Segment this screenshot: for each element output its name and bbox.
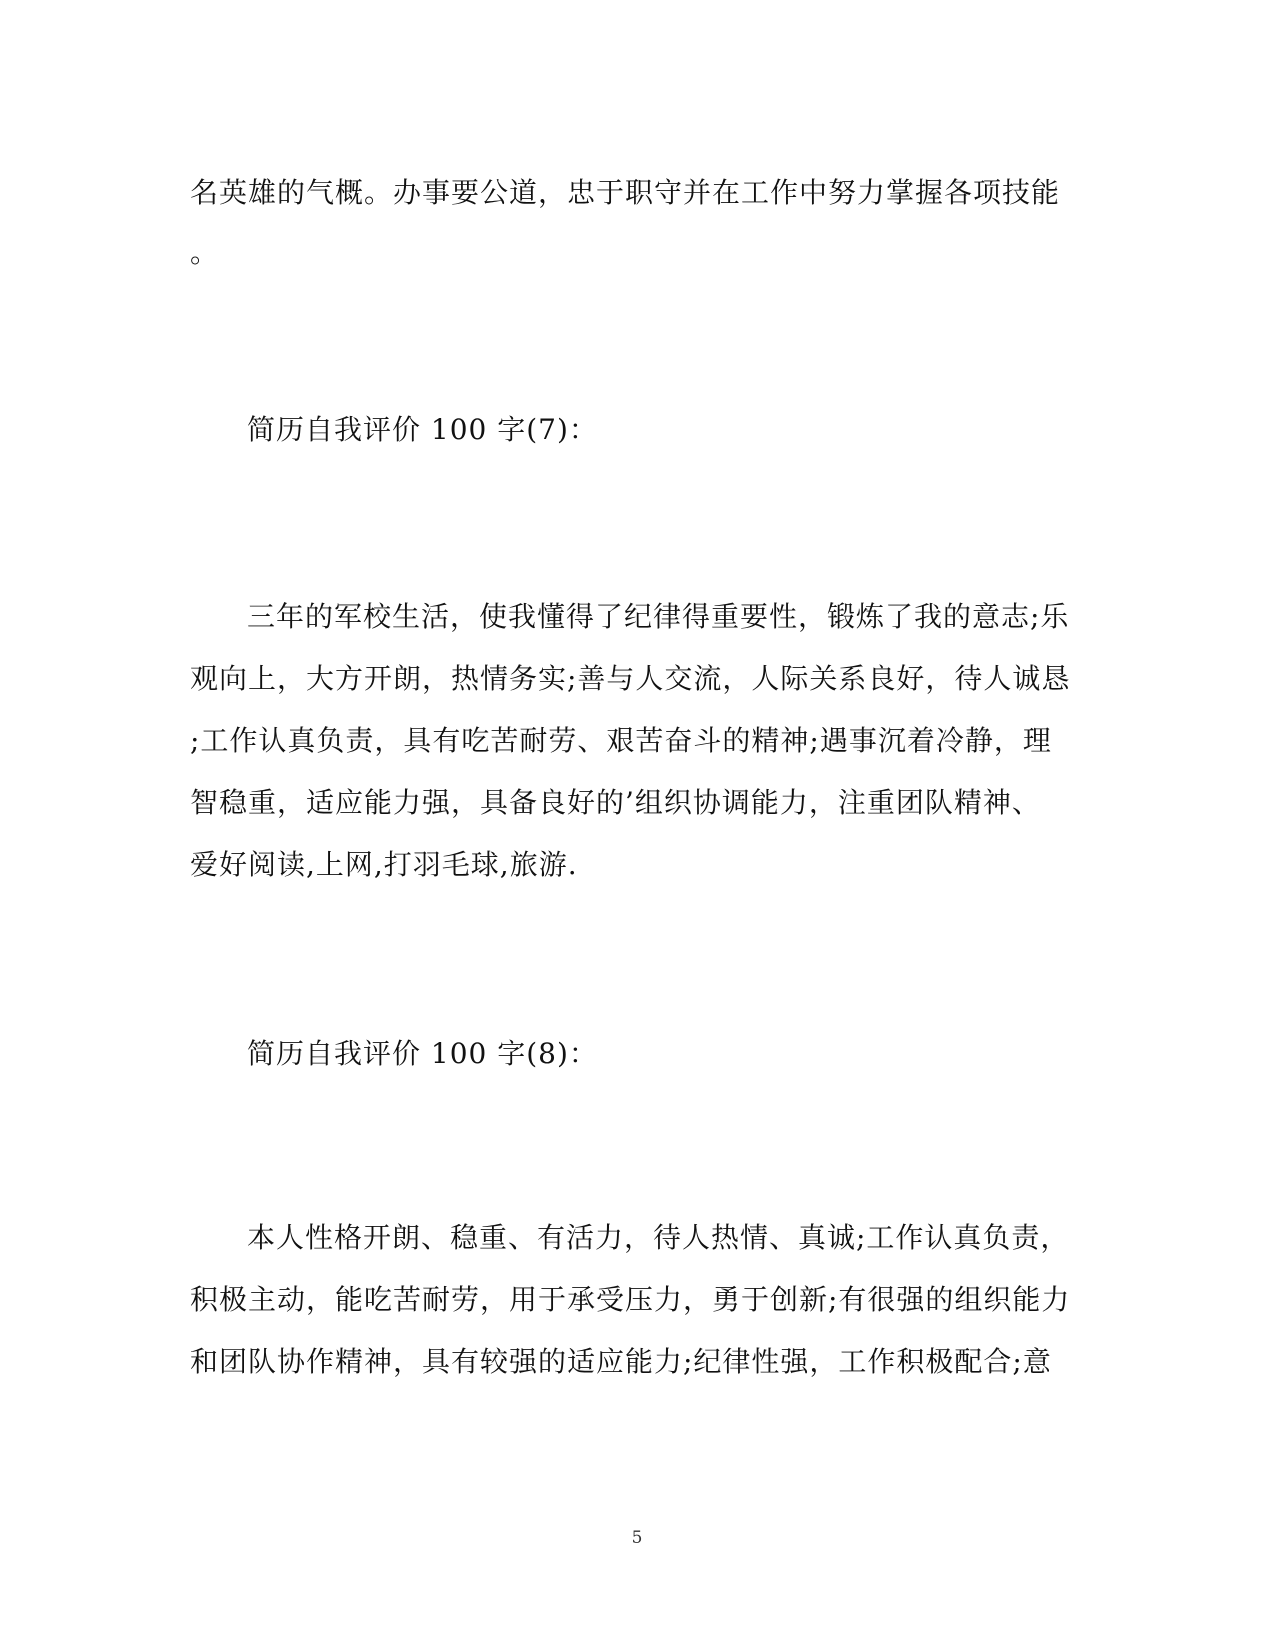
text-line: 和团队协作精神，具有较强的适应能力;纪律性强，工作积极配合;意: [190, 1345, 1052, 1378]
page-number: 5: [631, 1528, 643, 1548]
text-line: 名英雄的气概。办事要公道，忠于职守并在工作中努力掌握各项技能: [190, 176, 1061, 209]
text-line: 本人性格开朗、稳重、有活力，待人热情、真诚;工作认真负责，: [247, 1221, 1070, 1254]
text-line: 爱好阅读,上网,打羽毛球,旅游.: [190, 848, 578, 881]
text-line: ;工作认真负责，具有吃苦耐劳、艰苦奋斗的精神;遇事沉着冷静，理: [190, 724, 1052, 757]
text-line: 。: [190, 236, 220, 269]
section-heading-7: 简历自我评价 100 字(7)：: [247, 413, 598, 446]
text-line: 观向上，大方开朗，热情务实;善与人交流，人际关系良好，待人诚恳: [190, 662, 1071, 695]
text-line: 三年的军校生活，使我懂得了纪律得重要性，锻炼了我的意志;乐: [247, 600, 1070, 633]
text-line: 智稳重，适应能力强，具备良好的’组织协调能力，注重团队精神、: [190, 786, 1041, 819]
section-heading-8: 简历自我评价 100 字(8)：: [247, 1037, 598, 1070]
text-line: 积极主动，能吃苦耐劳，用于承受压力，勇于创新;有很强的组织能力: [190, 1283, 1071, 1316]
